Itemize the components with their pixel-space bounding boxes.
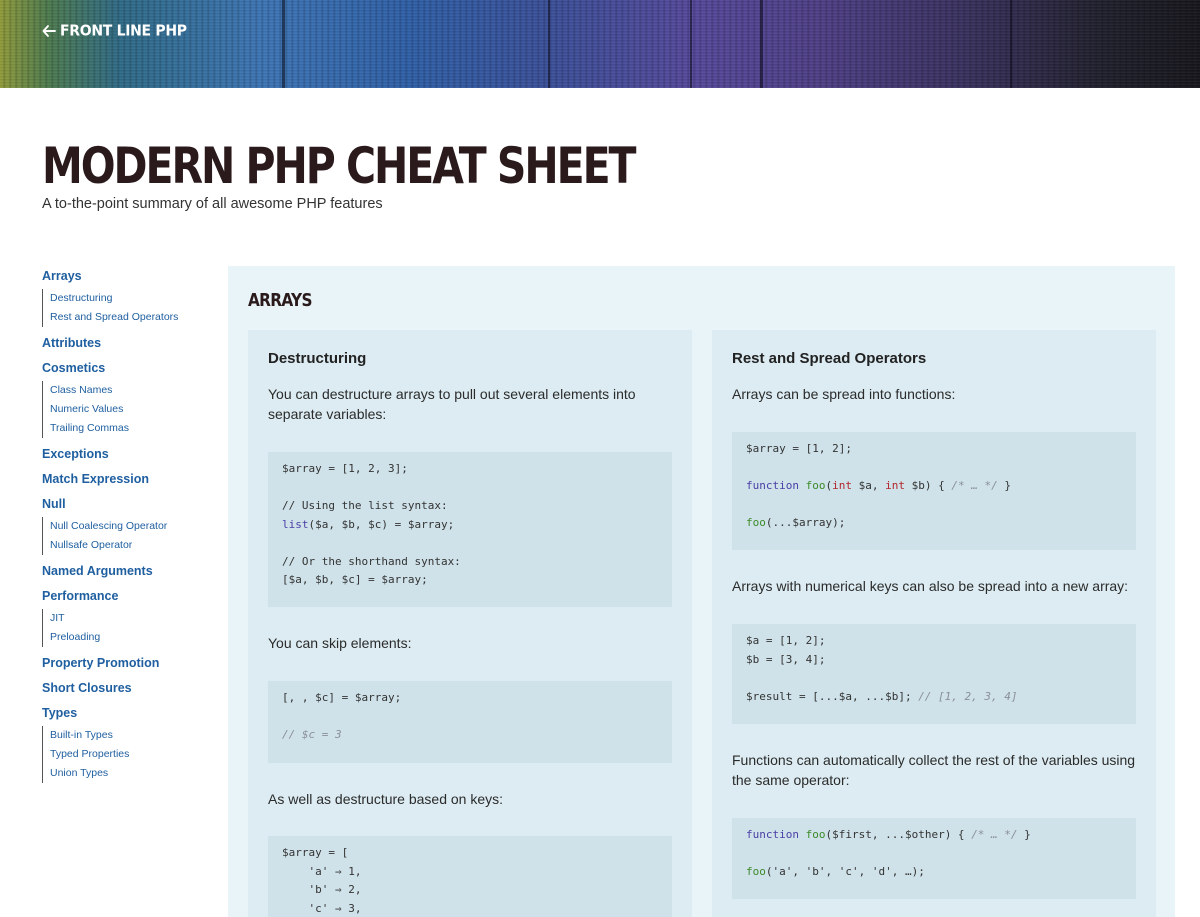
card-paragraph: Arrays with numerical keys can also be spread into a new array:	[732, 578, 1129, 594]
code-token: $array = [	[282, 846, 349, 859]
card-paragraph: Arrays can be spread into functions:	[732, 386, 956, 402]
code-token: foo	[805, 479, 826, 492]
code-line	[282, 497, 658, 516]
sidebar-group	[42, 655, 212, 672]
card-paragraph: Functions can automatically collect the rest of the variables using the same operator:	[732, 752, 1136, 788]
code-token: // Or the shorthand syntax:	[282, 554, 461, 568]
code-line	[282, 534, 658, 553]
sidebar-item-match-expression[interactable]: Match Expression	[42, 472, 149, 486]
banner-texture	[282, 0, 285, 88]
sidebar-subitems	[42, 289, 212, 327]
sidebar-item-arrays[interactable]: Arrays	[42, 269, 82, 283]
code-line	[746, 826, 1122, 845]
sidebar-subitem-built-in-types[interactable]: Built-in Types	[50, 729, 113, 741]
header-banner	[0, 0, 1200, 88]
sidebar-nav	[42, 268, 212, 791]
code-token: 'c' ⇒ 3,	[282, 901, 362, 915]
sidebar-subitem-union-types[interactable]: Union Types	[50, 767, 109, 779]
sidebar-subitem-null-coalescing-operator[interactable]: Null Coalescing Operator	[50, 520, 168, 532]
code-token: // [1, 2, 3, 4]	[918, 689, 1018, 703]
sidebar-subitem-class-names[interactable]: Class Names	[50, 384, 113, 396]
rest-spread-card	[712, 330, 1156, 917]
code-token: $result = [...$a, ...$b];	[746, 689, 919, 703]
arrays-section	[228, 266, 1175, 917]
sidebar-subitems	[42, 517, 212, 555]
code-token: ($first, ...$other) {	[825, 828, 972, 841]
code-token: (...$array);	[765, 516, 846, 529]
sidebar-subitem-nullsafe-operator[interactable]: Nullsafe Operator	[50, 539, 133, 551]
code-line	[282, 689, 658, 708]
sidebar-group	[42, 563, 212, 580]
code-token: /* … */	[971, 828, 1018, 841]
sidebar-subitem-trailing-commas[interactable]: Trailing Commas	[50, 422, 129, 434]
sidebar-subitem-jit[interactable]: JIT	[50, 612, 65, 624]
card-paragraph: You can destructure arrays to pull out several elements into separate variables:	[268, 386, 636, 422]
code-token: [, , $c] = $array;	[282, 691, 402, 704]
code-line	[282, 553, 658, 572]
sidebar-group	[42, 360, 212, 438]
banner-texture	[548, 0, 550, 88]
sidebar-group	[42, 471, 212, 488]
code-token: $b) {	[904, 479, 952, 492]
card-paragraph: As well as destructure based on keys:	[268, 791, 504, 807]
code-block	[268, 452, 672, 607]
code-line	[746, 477, 1122, 496]
code-line	[282, 708, 658, 727]
code-line	[282, 571, 658, 590]
code-token: foo	[746, 865, 766, 878]
sidebar-item-null[interactable]: Null	[42, 497, 66, 511]
code-line	[282, 479, 658, 498]
code-line	[282, 844, 658, 863]
code-line	[746, 496, 1122, 515]
code-token: 'b' ⇒ 2,	[282, 883, 362, 896]
sidebar-group	[42, 335, 212, 352]
card-title: Rest and Spread Operators	[732, 350, 927, 367]
code-block	[268, 836, 672, 917]
code-token: $b = [3, 4];	[746, 652, 826, 666]
back-link-label: FRONT LINE PHP	[60, 22, 187, 40]
code-token	[799, 479, 806, 492]
code-token: 'a' ⇒ 1,	[282, 864, 362, 878]
code-block	[732, 624, 1136, 724]
banner-texture	[1010, 0, 1012, 88]
sidebar-item-attributes[interactable]: Attributes	[42, 336, 102, 350]
sidebar-item-short-closures[interactable]: Short Closures	[42, 681, 132, 695]
code-token: ('a', 'b', 'c', 'd', …);	[765, 865, 925, 878]
destructuring-card	[248, 330, 692, 917]
page-title: MODERN PHP CHEAT SHEET	[42, 137, 635, 195]
code-token: $a = [1, 2];	[746, 634, 826, 647]
code-token: [$a, $b, $c] = $array;	[282, 573, 428, 586]
sidebar-subitem-preloading[interactable]: Preloading	[50, 631, 101, 643]
sidebar-subitem-typed-properties[interactable]: Typed Properties	[50, 748, 130, 760]
code-token	[799, 828, 806, 841]
sidebar-item-performance[interactable]: Performance	[42, 589, 119, 603]
code-line	[746, 863, 1122, 882]
code-token: list	[282, 517, 309, 531]
code-line	[746, 632, 1122, 651]
sidebar-item-types[interactable]: Types	[42, 706, 78, 720]
sidebar-item-property-promotion[interactable]: Property Promotion	[42, 656, 160, 670]
code-line	[746, 651, 1122, 670]
code-line	[282, 863, 658, 882]
sidebar-subitem-rest-and-spread-operators[interactable]: Rest and Spread Operators	[50, 311, 179, 323]
sidebar-subitems	[42, 381, 212, 438]
sidebar-item-exceptions[interactable]: Exceptions	[42, 447, 109, 461]
code-token: foo	[746, 516, 766, 529]
code-token: function	[746, 479, 799, 492]
sidebar-group	[42, 496, 212, 555]
code-token: foo	[805, 828, 826, 841]
sidebar-group	[42, 705, 212, 783]
code-token: function	[746, 828, 799, 841]
code-block	[268, 681, 672, 763]
card-title: Destructuring	[268, 350, 367, 367]
sidebar-group	[42, 588, 212, 647]
code-line	[282, 900, 658, 917]
code-token: $array = [1, 2];	[746, 442, 852, 455]
sidebar-subitem-numeric-values[interactable]: Numeric Values	[50, 403, 124, 415]
code-token: /* … */	[951, 479, 998, 492]
sidebar-item-cosmetics[interactable]: Cosmetics	[42, 361, 106, 375]
sidebar-group	[42, 680, 212, 697]
sidebar-group	[42, 268, 212, 327]
code-token: $a,	[851, 479, 886, 492]
code-line	[282, 516, 658, 535]
sidebar-group	[42, 446, 212, 463]
code-line	[282, 460, 658, 479]
code-line	[746, 688, 1122, 707]
page-subtitle: A to-the-point summary of all awesome PHP features	[42, 196, 383, 212]
code-token: $array = [1, 2, 3];	[282, 462, 408, 475]
code-token: int	[832, 479, 852, 492]
code-line	[746, 459, 1122, 478]
code-line	[746, 845, 1122, 864]
code-line	[282, 726, 658, 745]
sidebar-subitems	[42, 609, 212, 647]
card-paragraph: You can skip elements:	[268, 635, 412, 651]
code-token: // Using the list syntax:	[282, 499, 448, 512]
sidebar-subitems	[42, 726, 212, 783]
code-line	[282, 881, 658, 900]
code-line	[746, 440, 1122, 459]
code-token: ($a, $b, $c) = $array;	[308, 517, 455, 531]
code-token: (	[825, 479, 833, 492]
code-line	[746, 669, 1122, 688]
code-block	[732, 818, 1136, 899]
code-token: int	[885, 479, 905, 492]
code-token: }	[1017, 828, 1031, 841]
section-title: ARRAYS	[248, 290, 312, 311]
arrow-left-icon	[42, 24, 56, 37]
code-token: }	[997, 479, 1011, 492]
sidebar-subitem-destructuring[interactable]: Destructuring	[50, 292, 113, 304]
code-token: // $c = 3	[282, 728, 342, 741]
code-line	[746, 514, 1122, 533]
code-block	[732, 432, 1136, 550]
back-link[interactable]	[42, 22, 187, 40]
banner-texture	[760, 0, 763, 88]
banner-texture	[690, 0, 692, 88]
sidebar-item-named-arguments[interactable]: Named Arguments	[42, 564, 153, 578]
